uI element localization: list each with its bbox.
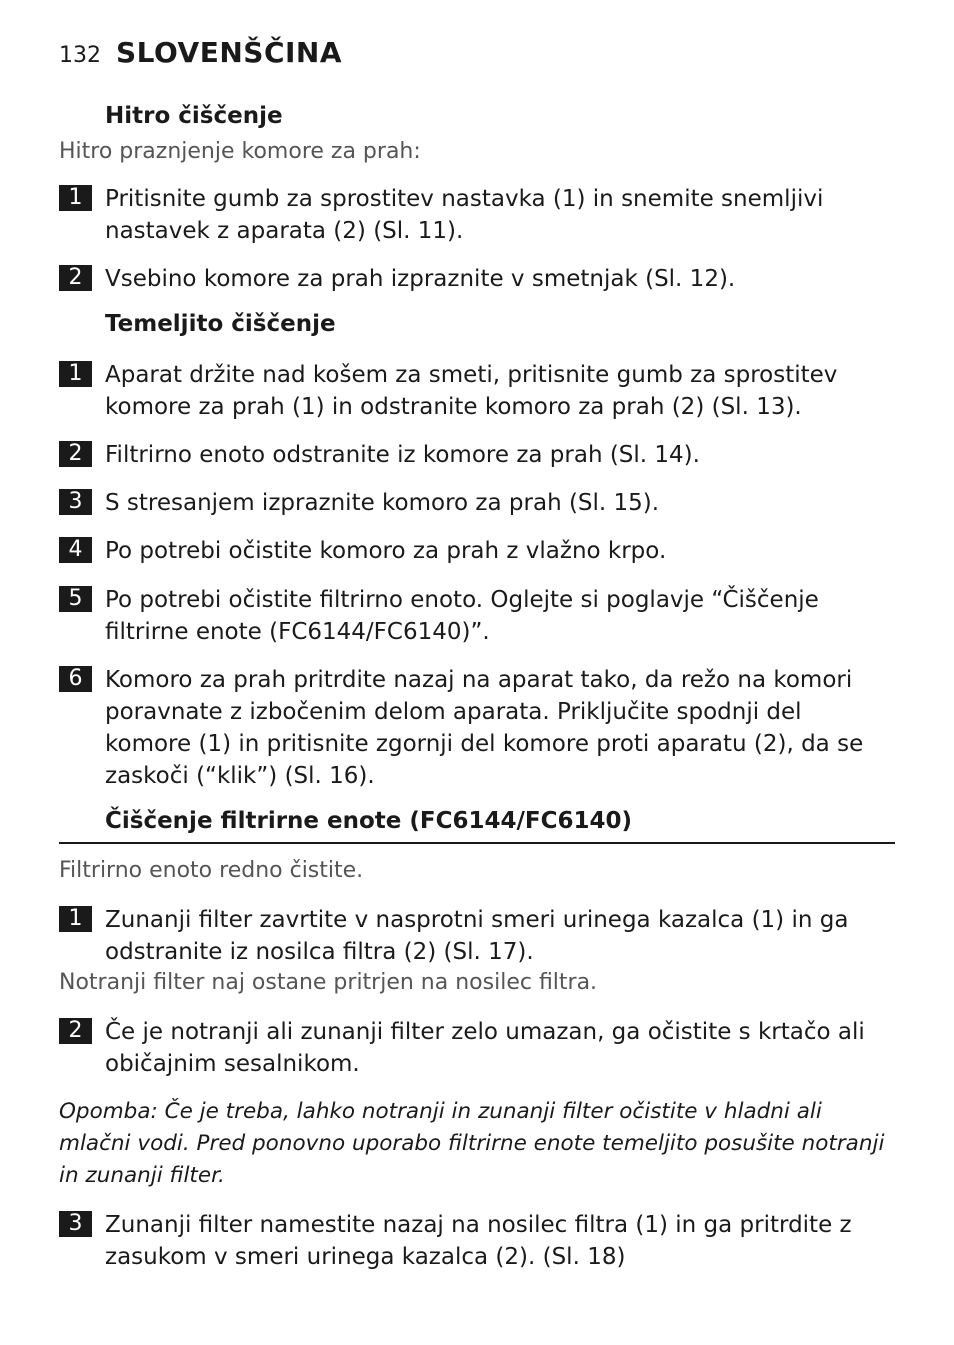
step-number-badge: 1: [59, 185, 92, 211]
step-number-badge: 3: [59, 489, 92, 515]
step-number-badge: 2: [59, 265, 92, 291]
step-number-badge: 2: [59, 1018, 92, 1044]
section-heading-quick-cleaning: Hitro čiščenje: [105, 103, 283, 129]
step-text: Po potrebi očistite filtrirno enoto. Oglejte si poglavje “Čiščenje filtrirne enote (FC6144/FC6140)”.: [105, 587, 819, 645]
step-number-badge: 1: [59, 361, 92, 387]
thorough-step-3: [59, 487, 894, 519]
quick-cleaning-intro: Hitro praznjenje komore za prah:: [59, 139, 421, 164]
filter-step-1: [59, 904, 894, 968]
thorough-step-2: [59, 439, 894, 471]
page-header: [59, 36, 342, 69]
step-number-badge: 3: [59, 1211, 92, 1237]
step-number-badge: 4: [59, 537, 92, 563]
step-number-badge: 5: [59, 586, 92, 612]
step-text: Pritisnite gumb za sprostitev nastavka (1) in snemite snemljivi nastavek z aparata (2) (Sl. 11).: [105, 186, 824, 244]
step-text: Če je notranji ali zunanji filter zelo umazan, ga očistite s krtačo ali običajnim sesalnikom.: [105, 1019, 865, 1077]
language-title: SLOVENŠČINA: [116, 36, 343, 69]
step-text: Komoro za prah pritrdite nazaj na aparat tako, da režo na komori poravnate z izbočenim delom aparata. Priključite spodnji del komore (1) in pritisnite zgornji del komore proti aparatu (2), da se zaskoči (“klik”) (Sl. 16).: [105, 667, 864, 789]
filter-step-2: [59, 1016, 894, 1080]
quick-step-2: [59, 263, 894, 295]
step-text: Po potrebi očistite komoro za prah z vlažno krpo.: [105, 538, 667, 564]
thorough-step-4: [59, 535, 894, 567]
thorough-step-6: [59, 664, 894, 792]
step-text: S stresanjem izpraznite komoro za prah (Sl. 15).: [105, 490, 660, 516]
page-number: 132: [59, 43, 101, 68]
filter-cleaning-intro: Filtrirno enoto redno čistite.: [59, 858, 364, 883]
step-text: Zunanji filter namestite nazaj na nosilec filtra (1) in ga pritrdite z zasukom v smeri urinega kazalca (2). (Sl. 18): [105, 1212, 852, 1270]
step-number-badge: 1: [59, 906, 92, 932]
step-number-badge: 2: [59, 441, 92, 467]
step-text: Vsebino komore za prah izpraznite v smetnjak (Sl. 12).: [105, 266, 736, 292]
section-divider: [59, 842, 895, 844]
thorough-step-1: [59, 359, 894, 423]
section-heading-filter-cleaning: Čiščenje filtrirne enote (FC6144/FC6140): [105, 808, 633, 834]
section-heading-thorough-cleaning: Temeljito čiščenje: [105, 311, 336, 337]
step-text: Aparat držite nad košem za smeti, pritisnite gumb za sprostitev komore za prah (1) in odstranite komoro za prah (2) (Sl. 13).: [105, 362, 838, 420]
filter-step-3: [59, 1209, 894, 1273]
filter-step-1-note: Notranji filter naj ostane pritrjen na nosilec filtra.: [59, 970, 598, 995]
step-text: Filtrirno enoto odstranite iz komore za prah (Sl. 14).: [105, 442, 700, 468]
note-paragraph: Opomba: Če je treba, lahko notranji in zunanji filter očistite v hladni ali mlačni vodi. Pred ponovno uporabo filtrirne enote temeljito posušite notranji in zunanji filter.: [59, 1099, 885, 1188]
step-text: Zunanji filter zavrtite v nasprotni smeri urinega kazalca (1) in ga odstranite iz nosilca filtra (2) (Sl. 17).: [105, 907, 849, 965]
thorough-step-5: [59, 584, 894, 648]
quick-step-1: [59, 183, 894, 247]
step-number-badge: 6: [59, 666, 92, 692]
